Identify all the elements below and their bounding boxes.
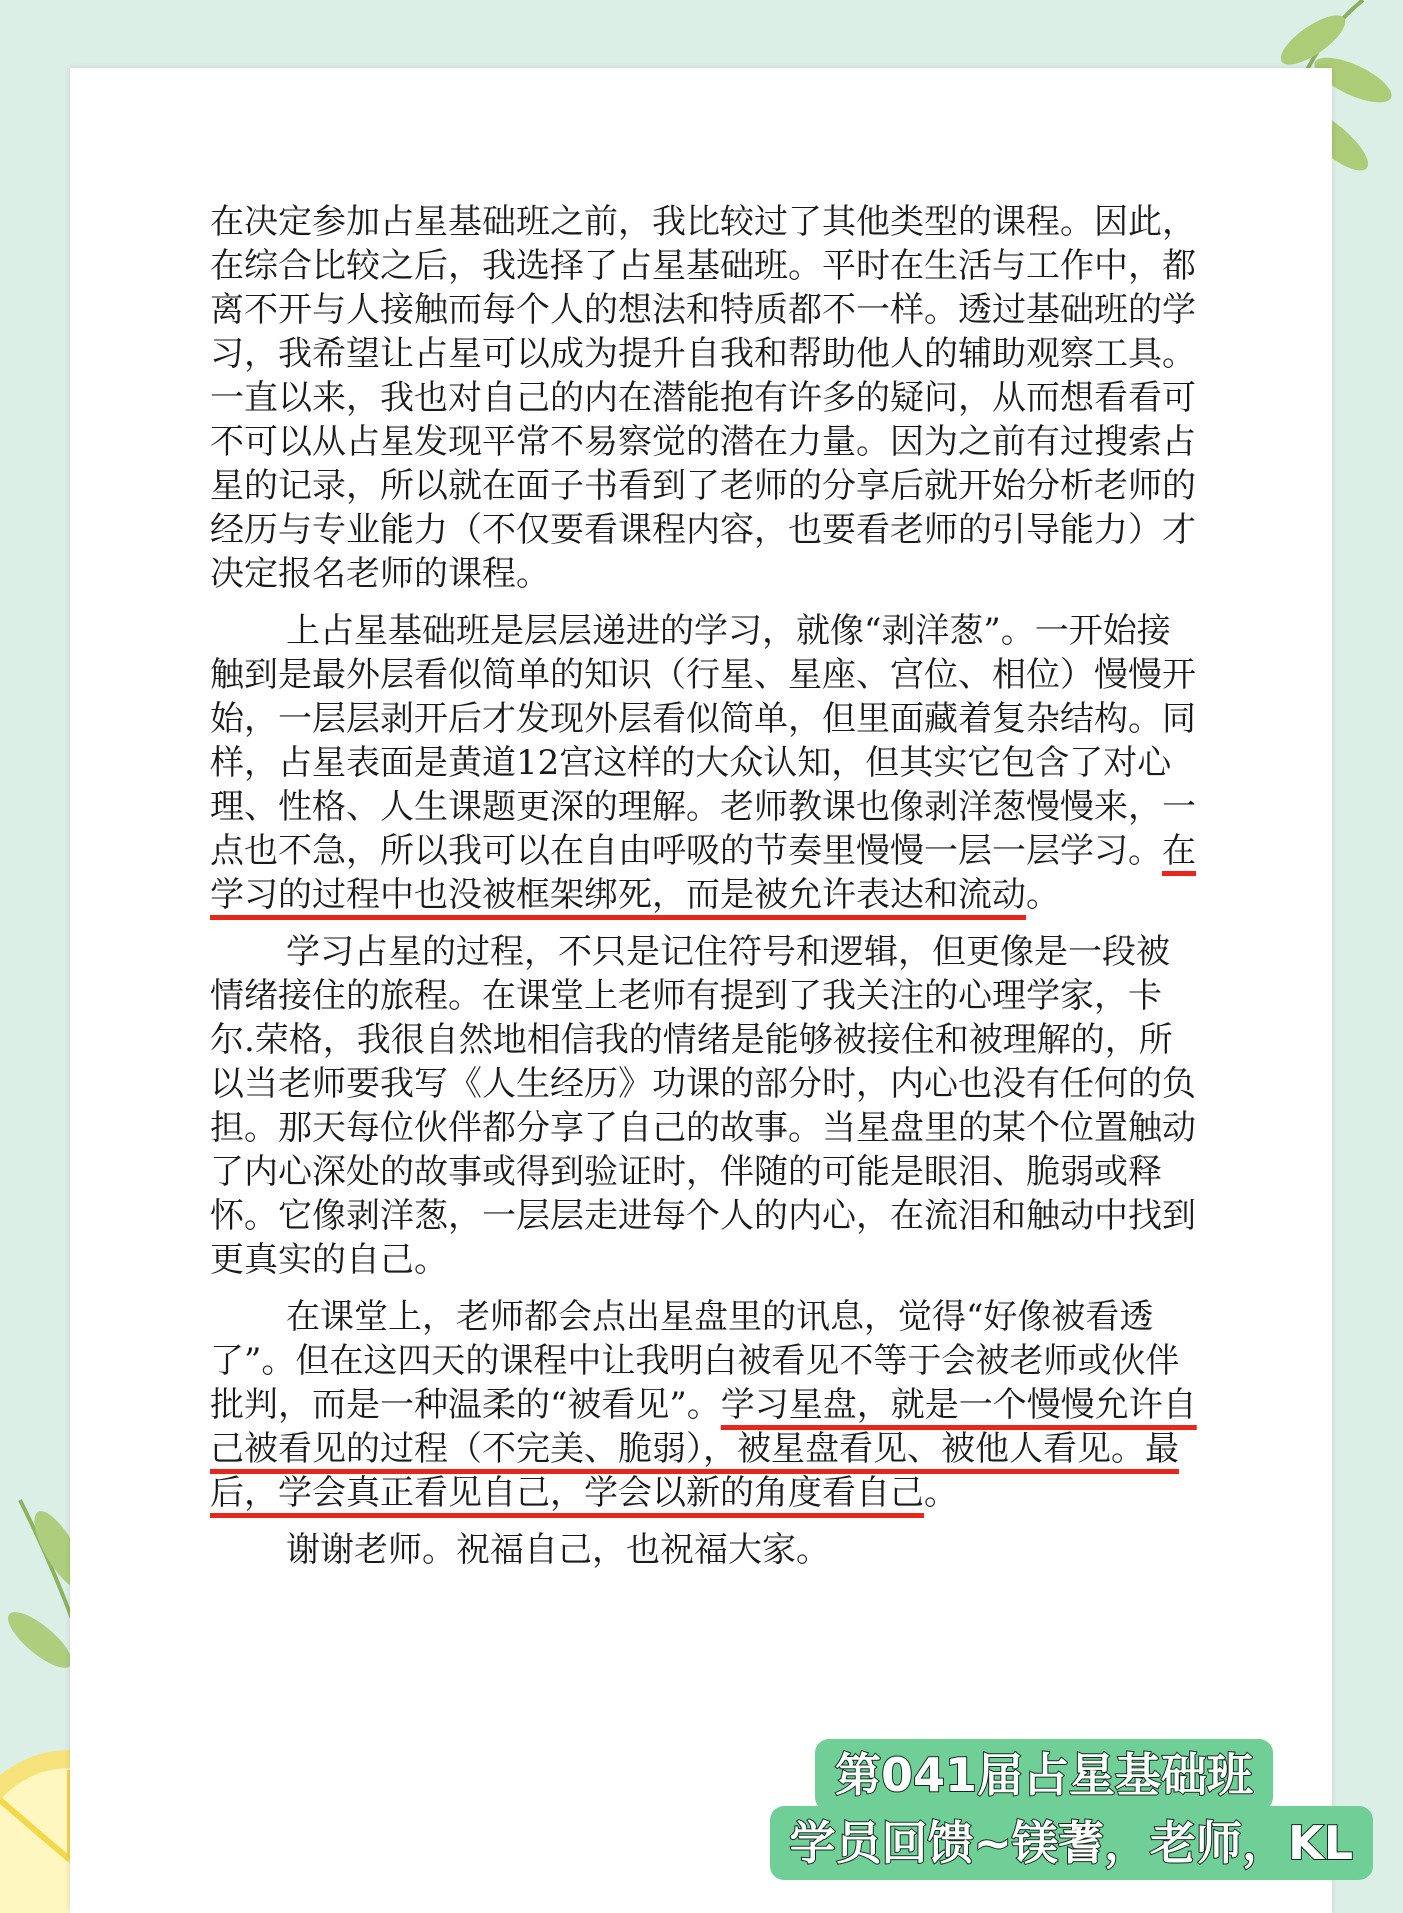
article-paragraph bbox=[210, 1295, 1202, 1515]
paragraph-text: 学习占星的过程，不只是记住符号和逻辑，但更像是一段被情绪接住的旅程。在课堂上老师有提到了我关注的心理学家，卡尔.荣格，我很自然地相信我的情绪是能够被接住和被理解的，所以当老师要我写《人生经历》功课的部分时，内心也没有任何的负担。那天每位伙伴都分享了自己的故事。当星盘里的某个位置触动了内心深处的故事或得到验证时，伴随的可能是眼泪、脆弱或释怀。它像剥洋葱，一层层走进每个人的内心，在流泪和触动中找到更真实的自己。 bbox=[210, 932, 1196, 1280]
paragraph-text: 。 bbox=[1026, 875, 1060, 915]
highlighted-text: 在学习的过程中也没被框架绑死，而是被允许表达和流动 bbox=[210, 831, 1196, 915]
paragraph-text: 在决定参加占星基础班之前，我比较过了其他类型的课程。因此，在综合比较之后，我选择了占星基础班。平时在生活与工作中，都离不开与人接触而每个人的想法和特质都不一样。透过基础班的学习，我希望让占星可以成为提升自我和帮助他人的辅助观察工具。一直以来，我也对自己的内在潜能抱有许多的疑问，从而想看看可不可以从占星发现平常不易察觉的潜在力量。因为之前有过搜索占星的记录，所以就在面子书看到了老师的分享后就开始分析老师的经历与专业能力（不仅要看课程内容，也要看老师的引导能力）才决定报名老师的课程。 bbox=[210, 202, 1196, 594]
article-paragraph bbox=[210, 200, 1202, 596]
highlighted-text: 学习星盘，就是一个慢慢允许自己被看见的过程（不完美、脆弱），被星盘看见、被他人看见。最后，学会真正看见自己，学会以新的角度看自己 bbox=[210, 1385, 1197, 1513]
article-paragraph bbox=[210, 1528, 1202, 1572]
paragraph-text: 在课堂上，老师都会点出星盘里的讯息，觉得“好像被看透了”。但在这四天的课程中让我明白被看见不等于会被老师或伙伴批判，而是一种温柔的“被看见”。 bbox=[210, 1297, 1180, 1425]
article-body bbox=[210, 200, 1202, 1585]
paragraph-text: 。 bbox=[924, 1473, 958, 1513]
course-title-banner: 第041届占星基础班 bbox=[815, 1739, 1273, 1811]
paragraph-text: 上占星基础班是层层递进的学习，就像“剥洋葱”。一开始接触到是最外层看似简单的知识（行星、星座、宫位、相位）慢慢开始，一层层剥开后才发现外层看似简单，但里面藏着复杂结构。同样，占星表面是黄道12宫这样的大众认知，但其实它包含了对心理、性格、人生课题更深的理解。老师教课也像剥洋葱慢慢来，一点也不急，所以我可以在自由呼吸的节奏里慢慢一层一层学习。 bbox=[210, 611, 1196, 871]
paragraph-text: 谢谢老师。祝福自己，也祝福大家。 bbox=[286, 1530, 830, 1570]
feedback-subtitle-banner: 学员回馈~镁蓍，老师，KL bbox=[770, 1806, 1374, 1880]
article-paragraph bbox=[210, 609, 1202, 917]
article-paragraph bbox=[210, 930, 1202, 1282]
